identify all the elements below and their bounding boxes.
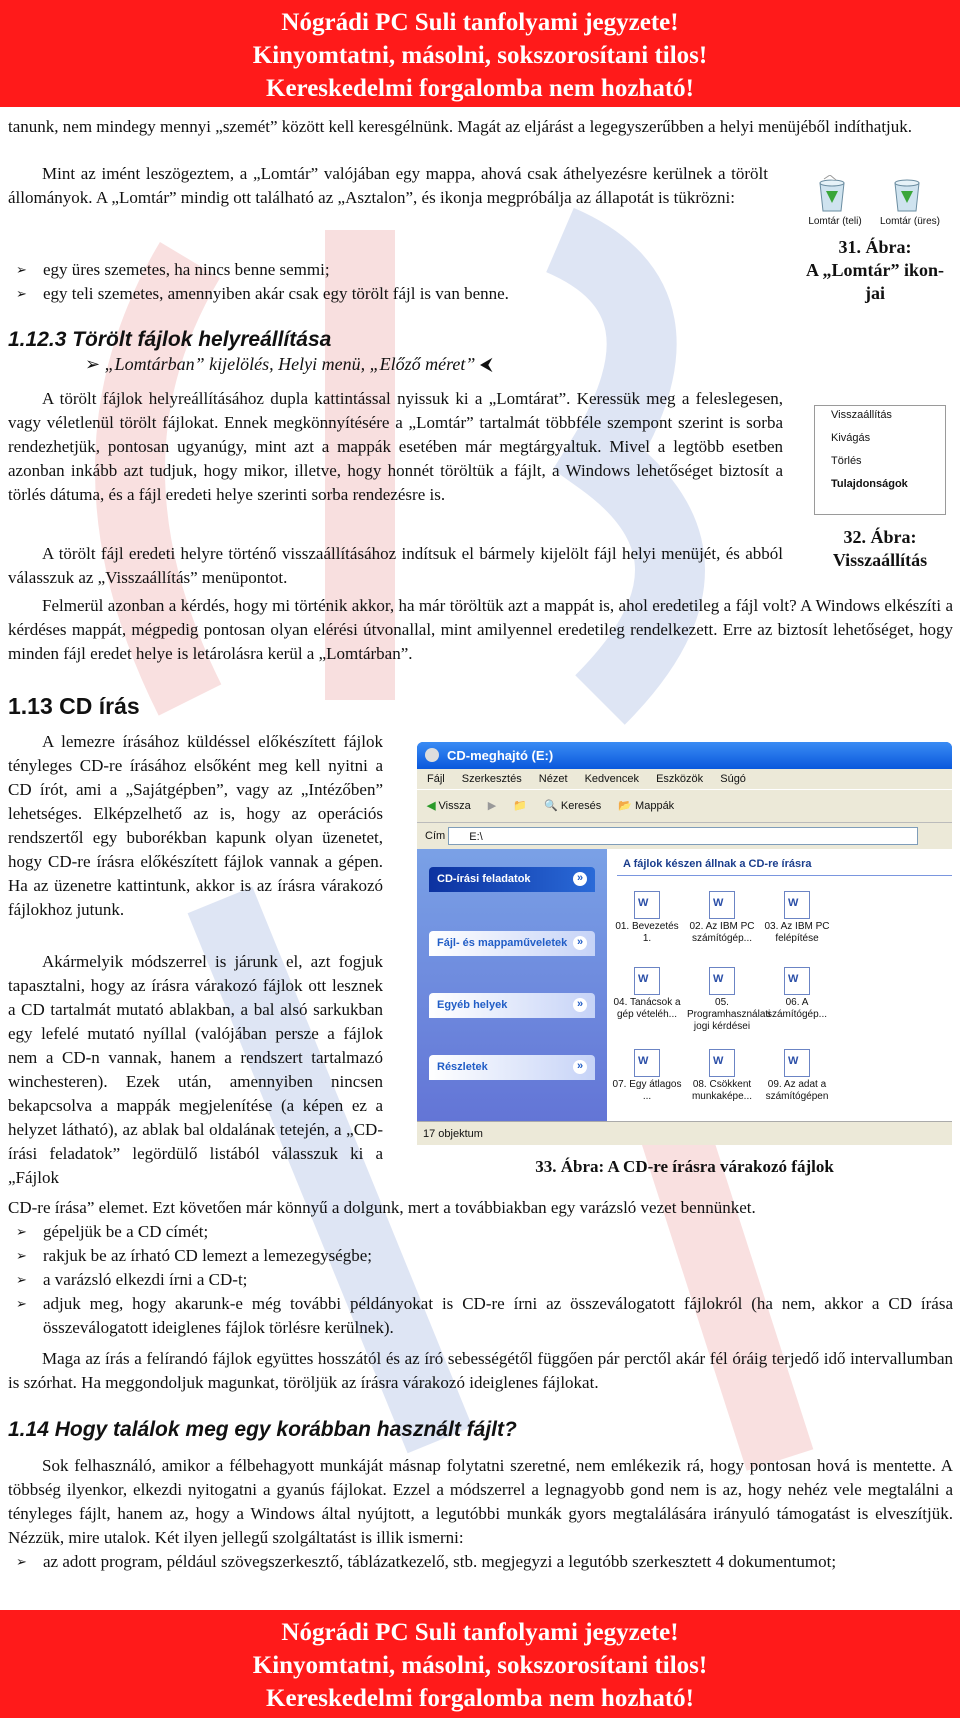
file-item[interactable]: [687, 891, 757, 945]
folders-button[interactable]: [618, 800, 674, 812]
banner-line-1: Nógrádi PC Suli tanfolyami jegyzete!: [281, 1619, 679, 1646]
section-subtitle: [85, 354, 493, 375]
address-bar: [417, 822, 952, 849]
section-heading: 1.12.3 Törölt fájlok helyreállítása: [8, 328, 332, 351]
word-doc-icon: [709, 1049, 735, 1077]
paragraph-7: Akármelyik módszerrel is járunk el, azt fogjuk tapasztalni, hogy az írásra várakozó fájlok ott lesznek a CD tartalmát mutató ablakban, a bal alsó sarkukban egy lefelé mutató nyíllal (valójában persze a fájlok nem a CD-n vannak, hanem a rendszert tartalmazó winchesteren). Ezek után, amennyiben nincsen bekapcsolva a mappák megjelenítése (a képen ez a helyzet látható), az ablak bal oldalának tetején, a „CD-írási feladatok” legördülő listából válasszuk ki a „Fájlok: [8, 952, 383, 1187]
file-item[interactable]: [762, 891, 832, 945]
paragraph-9: Sok felhasználó, amikor a félbehagyott munkáját másnap folytatni szeretné, nem emlékezik rá, hogy pontosan hová is mentette. A többség ilyenkor, elkezdi nyitogatni a gyanús fájlokat. Ezzel a módszerrel a legnagyobb gond nem is az, hogy nehéz vele megtalálni a tényleges fájlt, hanem az, hogy a Windows által nyújtott, a legutóbbi munkák gyors megtalálására irányuló támogatást is elveszítjük. Nézzük, mire utalok. Két ilyen jellegű szolgáltatást is illik ismerni:: [8, 1456, 953, 1547]
explorer-window: [417, 742, 952, 1145]
task-other-places[interactable]: Egyéb helyek »: [429, 993, 595, 1018]
recycle-bin-empty-label: Lomtár (üres): [879, 216, 940, 227]
paragraph-1: tanunk, nem mindegy mennyi „szemét” között kell keresgélnünk. Magát az eljárást a legegyszerűbben a helyi menüjéből indíthatjuk.: [8, 117, 913, 136]
file-label: 08. Csökkent munkaképe...: [691, 1079, 753, 1102]
word-doc-icon: [709, 967, 735, 995]
bullet-item: ➢ rakjuk be az írható CD lemezt a lemezegységbe;: [43, 1244, 953, 1268]
files-ready-banner: A fájlok készen állnak a CD-re írásra: [617, 853, 952, 876]
word-doc-icon: [634, 967, 660, 995]
window-title: [417, 742, 952, 769]
banner-line-3: Kereskedelmi forgalomba nem hozható!: [266, 1685, 694, 1712]
menu-view[interactable]: Nézet: [538, 773, 568, 785]
bullet-item: ➢ egy üres szemetes, ha nincs benne semmi;: [43, 258, 763, 282]
caption-line: 32. Ábra:: [843, 527, 917, 547]
menu-tools[interactable]: Eszközök: [656, 773, 704, 785]
file-label: 01. Bevezetés 1.: [615, 921, 679, 944]
file-item[interactable]: [612, 891, 682, 945]
file-item[interactable]: [687, 1049, 757, 1103]
file-item[interactable]: [612, 1049, 682, 1103]
caption-line: Visszaállítás: [832, 550, 928, 570]
caption-line: 31. Ábra:: [838, 237, 912, 257]
file-label: 07. Egy átlagos ...: [612, 1079, 682, 1102]
section-heading: 1.13 CD írás: [8, 693, 140, 719]
file-item[interactable]: [687, 967, 771, 1033]
address-label: Cím: [425, 830, 446, 842]
menu-item-cut[interactable]: Kivágás: [831, 432, 871, 444]
file-label: 05. Programhasználati jogi kérdései: [687, 997, 771, 1032]
task-file-folder[interactable]: Fájl- és mappaműveletek »: [429, 931, 595, 956]
task-pane: [417, 849, 607, 1121]
search-icon: 🔍: [544, 800, 558, 812]
word-doc-icon: [784, 1049, 810, 1077]
banner-line-2: Kinyomtatni, másolni, sokszorosítani tilos!: [252, 42, 708, 69]
word-doc-icon: [634, 1049, 660, 1077]
menu-item-delete[interactable]: Törlés: [831, 455, 862, 467]
bullet-item: ➢ adjuk meg, hogy akarunk-e még további példányokat is CD-re írni az összeválogatott fájlokról (ha nem, akkor a CD írása összeválogatott ideiglenes fájlok törlésre kerülnek).: [43, 1292, 953, 1340]
bullet-item: ➢ az adott program, például szövegszerkesztő, táblázatkezelő, stb. megjegyzi a legutóbb szerkesztett 4 dokumentumot;: [43, 1550, 953, 1574]
footer-banner: [0, 1610, 960, 1718]
folders-label: Mappák: [635, 800, 675, 812]
figure-31-caption: [790, 236, 960, 305]
paragraph-8: Maga az írás a felírandó fájlok együttes hosszától és az író sebességétől függően pár perctől akár fél óráig terjedő idő intervallumban is szórhat. Ha meggondoljuk magunkat, töröljük az írásra várakozó ideiglenes fájlokat.: [8, 1349, 953, 1392]
back-label: Vissza: [438, 800, 471, 812]
toolbar: [417, 789, 952, 822]
word-doc-icon: [634, 891, 660, 919]
word-doc-icon: [784, 967, 810, 995]
recycle-bin-empty-icon: [890, 175, 924, 213]
arrow-right-icon: ➢: [85, 354, 105, 374]
file-item[interactable]: [762, 967, 832, 1021]
section-heading: 1.14 Hogy találok meg egy korábban használt fájlt?: [8, 1418, 517, 1441]
subtitle-text: „Lomtárban” kijelölés, Helyi menü, „Előző méret”: [104, 354, 476, 374]
word-doc-icon: [709, 891, 735, 919]
file-label: 09. Az adat a számítógépen: [765, 1079, 829, 1102]
address-input[interactable]: E:\: [448, 827, 918, 845]
word-doc-icon: [784, 891, 810, 919]
back-button[interactable]: [427, 800, 471, 812]
figure-32-caption: [800, 526, 960, 572]
folders-icon: 📂: [618, 800, 632, 812]
menu-item-properties[interactable]: Tulajdonságok: [831, 478, 908, 490]
file-label: 03. Az IBM PC felépítése: [764, 921, 830, 944]
caption-line: jai: [865, 283, 885, 303]
bullet-item: ➢ a varázsló elkezdi írni a CD-t;: [43, 1268, 953, 1292]
back-arrow-icon: ◀: [427, 800, 436, 812]
cd-drive-icon: [425, 748, 439, 762]
context-menu: [814, 405, 946, 515]
task-cd-writing[interactable]: CD-írási feladatok »: [429, 867, 595, 892]
banner-line-3: Kereskedelmi forgalomba nem hozható!: [266, 75, 694, 102]
task-details[interactable]: Részletek »: [429, 1055, 595, 1080]
file-item[interactable]: [612, 967, 682, 1021]
file-area: [607, 849, 952, 1121]
menu-item-restore[interactable]: Visszaállítás: [831, 409, 892, 421]
banner-line-2: Kinyomtatni, másolni, sokszorosítani tilos!: [252, 1652, 708, 1679]
banner-line-1: Nógrádi PC Suli tanfolyami jegyzete!: [281, 9, 679, 36]
header-banner: [0, 0, 960, 107]
paragraph-3: A törölt fájlok helyreállításához dupla kattintással nyissuk ki a „Lomtárat”. Keressük meg a feleslegesen, vagy véletlenül törölt fájlokat. Ennek megkönnyítésére a „Lomtár” tartalmát többféle szempont szerint is sorba rendezhetjük, pontosan ugyanúgy, mint azt a mappák esetében már megtárgyaltuk. Mivel a legtöbb esetben azonban inkább azt tudjuk, hogy mikor, illetve, hogy honnét töröltük a fájlt, a Windows lehetőséget biztosít a törlés dátuma, és a fájl eredeti helye szerinti sorba rendezésre is.: [8, 389, 783, 504]
menu-file[interactable]: Fájl: [427, 773, 445, 785]
file-label: 04. Tanácsok a gép vételéh...: [613, 997, 681, 1020]
file-item[interactable]: [762, 1049, 832, 1103]
file-label: 06. A számítógép...: [766, 997, 828, 1020]
menu-favorites[interactable]: Kedvencek: [584, 773, 640, 785]
menu-bar: [417, 769, 952, 789]
search-label: Keresés: [560, 800, 602, 812]
window-body: [417, 849, 952, 1121]
up-folder-icon[interactable]: 📁: [513, 800, 528, 812]
menu-help[interactable]: Súgó: [720, 773, 746, 785]
recycle-bin-full-icon: [815, 175, 849, 213]
figure-33-caption: 33. Ábra: A CD-re írásra várakozó fájlok: [535, 1157, 834, 1176]
bullet-item: ➢ gépeljük be a CD címét;: [43, 1220, 953, 1244]
menu-edit[interactable]: Szerkesztés: [461, 773, 522, 785]
bullet-item: ➢ egy teli szemetes, amennyiben akár csak egy törölt fájl is van benne.: [43, 282, 763, 306]
forward-button[interactable]: ▶: [487, 800, 497, 812]
paragraph-7b: CD-re írása” elemet. Ezt követően már könnyű a dolgunk, mert a továbbiakban egy varázsló vezet bennünket.: [8, 1198, 756, 1217]
arrow-left-icon: ⮜: [475, 354, 493, 374]
file-label: 02. Az IBM PC számítógép...: [689, 921, 755, 944]
paragraph-4: A törölt fájl eredeti helyre történő visszaállításához indítsuk el bármely kijelölt fájl helyi menüjét, és abból válasszuk az „Visszaállítás” menüpontot.: [8, 544, 783, 587]
recycle-bin-full-label: Lomtár (teli): [808, 216, 862, 227]
caption-line: A „Lomtár” ikon-: [805, 260, 944, 280]
paragraph-5: Felmerül azonban a kérdés, hogy mi történik akkor, ha már töröltük azt a mappát is, ahol eredetileg a fájl volt? A Windows elkészíti a kérdéses mappát, mégpedig pontosan olyan elérési útvonallal, mint amilyennel eredetileg rendelkezett. Erre az biztosít lehetőséget, hogy minden fájl eredet helye is letárolásra kerül a „Lomtárban”.: [8, 596, 953, 663]
status-bar: 17 objektum: [417, 1121, 952, 1145]
window-title-text: CD-meghajtó (E:): [447, 748, 554, 763]
search-button[interactable]: [544, 800, 601, 812]
paragraph-2: Mint az imént leszögeztem, a „Lomtár” valójában egy mappa, ahová csak áthelyezésre kerülnek a törölt állományok. A „Lomtár” mindig ott található az „Asztalon”, és ikonja megpróbálja az állapotát is tükrözni:: [8, 164, 768, 207]
paragraph-6: A lemezre írásához küldéssel előkészített fájlok tényleges CD-re írásához elsőként meg kell nyitni a CD írót, ami a „Sajátgépben”, vagy az „Intézőben” lehetséges. Elképzelhető az is, hogy az operációs rendszertől egy buborékban kapunk olyan üzenetet, hogy CD-re írásra előkészített fájlok vannak a gépen. Ha az üzenetre kattintunk, akkor is az írásra várakozó fájlokhoz jutunk.: [8, 732, 383, 919]
